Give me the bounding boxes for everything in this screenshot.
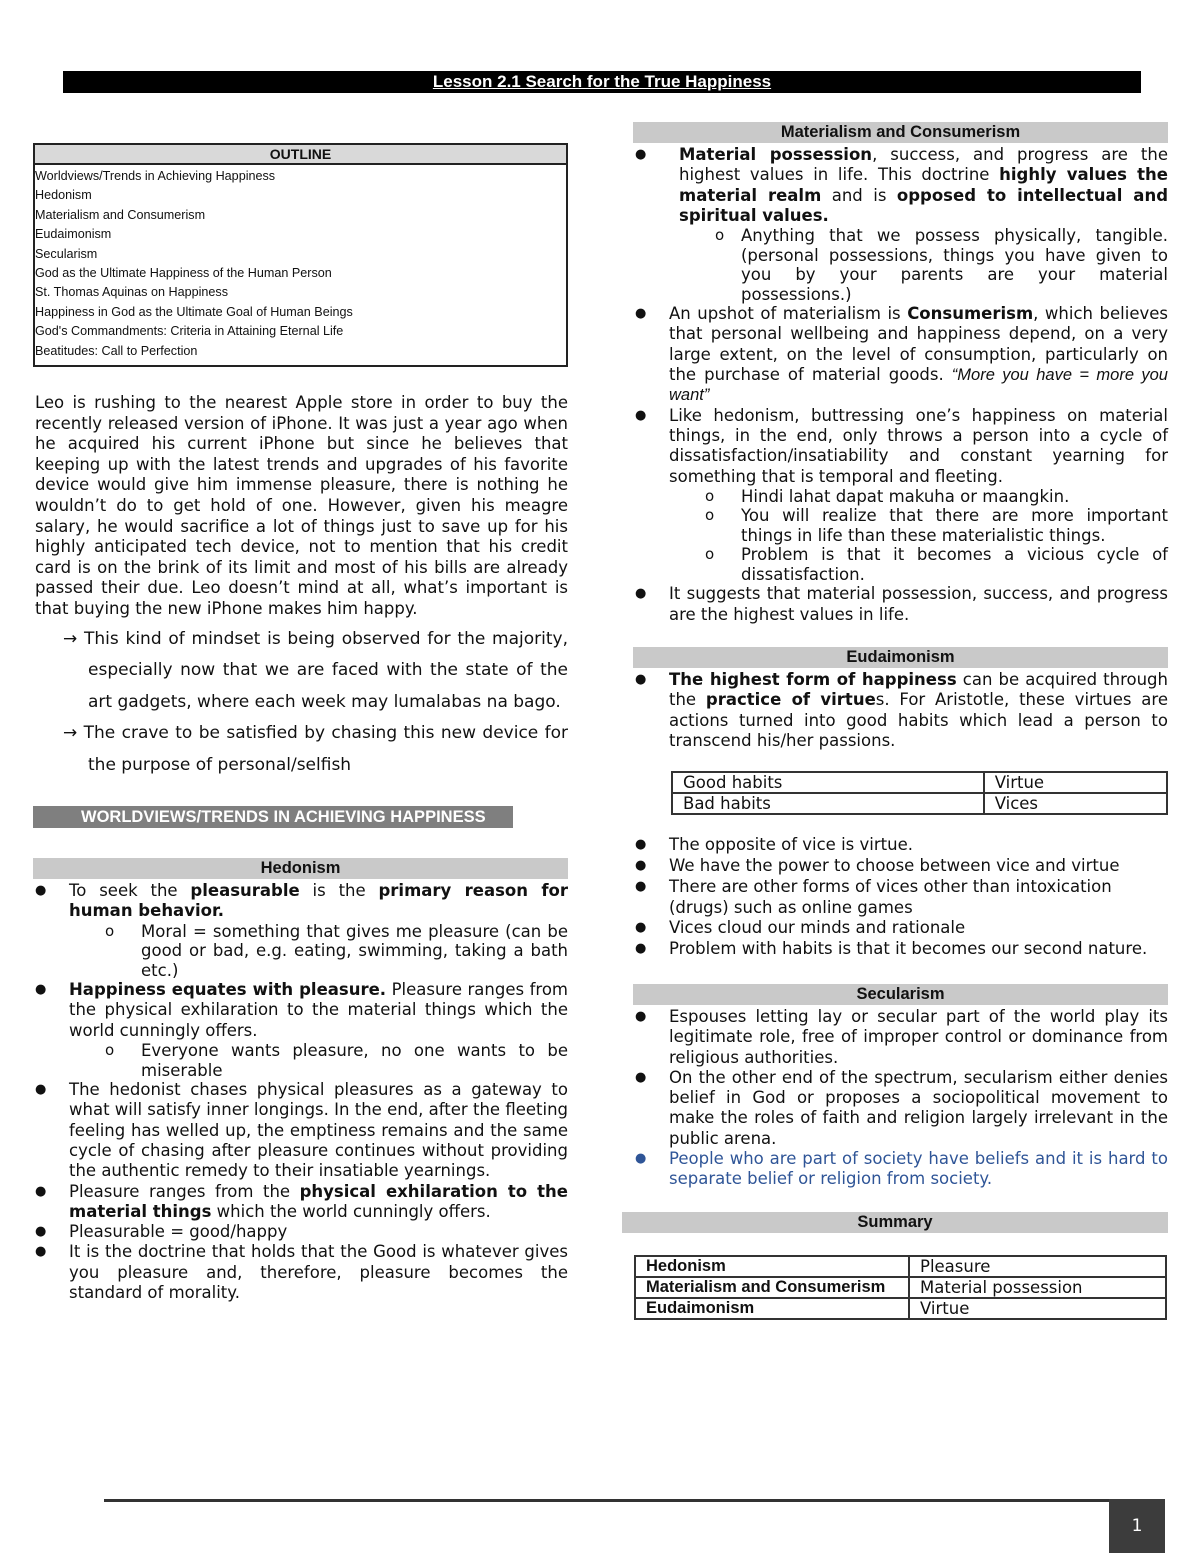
list-item: ● It suggests that material possession, success, and progress are the highest values in life. — [633, 584, 1168, 625]
table-cell: Bad habits — [672, 793, 984, 814]
outline-item: God as the Ultimate Happiness of the Human Person — [35, 266, 332, 281]
list-item: ● Pleasurable = good/happy — [33, 1222, 568, 1242]
left-column — [33, 143, 568, 1303]
list-item: ● People who are part of society have beliefs and it is hard to separate belief or religion from society. — [633, 1149, 1168, 1190]
list-item: ● We have the power to choose between vice and virtue — [633, 856, 1168, 877]
list-item: ● Espouses letting lay or secular part of the world play its legitimate role, free of improper control or dominance from religious authorities. — [633, 1007, 1168, 1068]
arrow-note: → The crave to be satisfied by chasing this new device for the purpose of personal/selfish — [63, 723, 568, 775]
materialism-list — [633, 145, 1168, 625]
eudaimonism-bullets — [633, 835, 1168, 960]
secularism-list — [633, 1007, 1168, 1190]
list-item: ● It is the doctrine that holds that the Good is whatever gives you pleasure and, therefore, pleasure becomes the standard of morality. — [33, 1242, 568, 1303]
outline-heading: OUTLINE — [35, 145, 566, 165]
eudaimonism-list — [633, 670, 1168, 751]
list-item: ● Material possession, success, and progress are the highest values in life. This doctrine highly values the material realm and is opposed to intellectual and spiritual values. o Anything that we possess physically, tangible. (personal possessions, things you have given to you by your parents are your material possessions.) — [633, 145, 1168, 304]
table-cell: Hedonism — [635, 1256, 909, 1277]
list-item: ● Vices cloud our minds and rationale — [633, 918, 1168, 939]
hedonism-list — [33, 881, 568, 1303]
list-item: ● Like hedonism, buttressing one’s happiness on material things, in the end, only throws a person into a cycle of dissatisfaction/insatiability and constant yearning for something that is temporal and fleeting. o Hindi lahat dapat makuha or maangkin. o You will realize that there are more important things in life than these materialistic things. o Problem is that it becomes a vicious cycle of dissatisfaction. — [633, 406, 1168, 585]
list-item: ● To seek the pleasurable is the primary reason for human behavior. o Moral = something that gives me pleasure (can be good or bad, e.g. eating, swimming, taking a bath etc.) — [33, 881, 568, 980]
list-item: ● The highest form of happiness can be acquired through the practice of virtues. For Aristotle, these virtues are actions turned into good habits which lead a person to transcend his/her passions. — [633, 670, 1168, 751]
list-item: ● Happiness equates with pleasure. Pleasure ranges from the physical exhilaration to the material things which the world cunningly offers. o Everyone wants pleasure, no one wants to be miserable — [33, 980, 568, 1080]
outline-item: God's Commandments: Criteria in Attaining Eternal Life — [35, 324, 344, 339]
outline-item: Hedonism — [35, 188, 92, 203]
sub-item: o Everyone wants pleasure, no one wants to be miserable — [69, 1041, 568, 1080]
table-cell: Materialism and Consumerism — [635, 1277, 909, 1298]
sub-item: o You will realize that there are more important things in life than these materialistic things. — [669, 506, 1168, 545]
habits-table — [671, 771, 1168, 815]
sub-item: o Anything that we possess physically, tangible. (personal possessions, things you have given to you by your parents are your material possessions.) — [679, 226, 1168, 304]
summary-table — [634, 1255, 1167, 1320]
list-item: ● The opposite of vice is virtue. — [633, 835, 1168, 856]
eudaimonism-heading: Eudaimonism — [633, 647, 1168, 668]
materialism-heading: Materialism and Consumerism — [633, 122, 1168, 143]
page-number: 1 — [1109, 1499, 1165, 1553]
list-item: ● There are other forms of vices other than intoxication (drugs) such as online games — [633, 877, 1168, 919]
table-cell: Pleasure — [909, 1256, 1166, 1277]
footer-rule — [104, 1499, 1112, 1502]
outline-item: Worldviews/Trends in Achieving Happiness — [35, 169, 276, 183]
right-column — [633, 122, 1168, 1320]
sub-list — [679, 226, 1168, 304]
table-cell: Vices — [984, 793, 1167, 814]
table-row — [635, 1298, 1166, 1319]
summary-heading: Summary — [622, 1212, 1168, 1233]
outline-item: St. Thomas Aquinas on Happiness — [35, 285, 228, 300]
worldviews-heading: WORLDVIEWS/TRENDS IN ACHIEVING HAPPINESS — [33, 806, 513, 828]
outline-item: Beatitudes: Call to Perfection — [35, 343, 198, 358]
outline-item: Materialism and Consumerism — [35, 207, 206, 222]
table-cell: Good habits — [672, 772, 984, 793]
outline-box — [33, 143, 568, 367]
list-item: ● On the other end of the spectrum, secularism either denies belief in God or proposes a sociopolitical movement to make the roles of faith and religion largely irrelevant in the public arena. — [633, 1068, 1168, 1149]
arrow-note: → This kind of mindset is being observed for the majority, especially now that we are faced with the state of the art gadgets, where each week may lumalabas na bago. — [63, 628, 568, 712]
outline-item: Happiness in God as the Ultimate Goal of Human Beings — [35, 304, 353, 319]
list-item: ● Problem with habits is that it becomes our second nature. — [633, 939, 1168, 960]
table-row — [635, 1277, 1166, 1298]
table-cell: Material possession — [909, 1277, 1166, 1298]
secularism-heading: Secularism — [633, 984, 1168, 1005]
outline-item: Secularism — [35, 246, 98, 261]
sub-item: o Hindi lahat dapat makuha or maangkin. — [669, 487, 1168, 507]
intro-paragraph: Leo is rushing to the nearest Apple store in order to buy the recently released version of iPhone. It was just a year ago when he acquired his current iPhone but since he believes that keeping up with the latest trends and upgrades of his favorite device would give him immense pleasure, there is nothing he wouldn’t do to get hold of one. However, given his meagre salary, he would sacrifice a lot of things just to save up for his highly anticipated tech device, not to mention that his credit card is on the brink of its limit and most of his bills are already passed their due. Leo doesn’t mind at all, what’s important is that buying the new iPhone makes him happy. — [35, 393, 568, 618]
sub-item: o Problem is that it becomes a vicious cycle of dissatisfaction. — [669, 545, 1168, 584]
hedonism-heading: Hedonism — [33, 858, 568, 879]
sub-list — [69, 922, 568, 981]
lesson-title: Lesson 2.1 Search for the True Happiness — [63, 71, 1141, 93]
table-cell: Virtue — [909, 1298, 1166, 1319]
arrow-notes — [33, 624, 568, 782]
sub-list — [669, 487, 1168, 585]
table-row — [672, 793, 1167, 814]
sub-item: o Moral = something that gives me pleasure (can be good or bad, e.g. eating, swimming, taking a bath etc.) — [69, 922, 568, 981]
table-cell: Eudaimonism — [635, 1298, 909, 1319]
table-row — [672, 772, 1167, 793]
outline-list — [35, 165, 566, 365]
outline-item: Eudaimonism — [35, 227, 112, 242]
list-item: ● Pleasure ranges from the physical exhilaration to the material things which the world cunningly offers. — [33, 1182, 568, 1223]
list-item: ● An upshot of materialism is Consumerism, which believes that personal wellbeing and happiness depend, on a very large extent, on the level of consumption, particularly on the purchase of material goods. “More you have = more you want” — [633, 304, 1168, 405]
table-cell: Virtue — [984, 772, 1167, 793]
list-item: ● The hedonist chases physical pleasures as a gateway to what will satisfy inner longings. In the end, after the fleeting feeling has welled up, the emptiness remains and the same cycle of chasing after pleasure continues without providing the authentic remedy to their insatiable yearnings. — [33, 1080, 568, 1181]
sub-list — [69, 1041, 568, 1080]
table-row — [635, 1256, 1166, 1277]
